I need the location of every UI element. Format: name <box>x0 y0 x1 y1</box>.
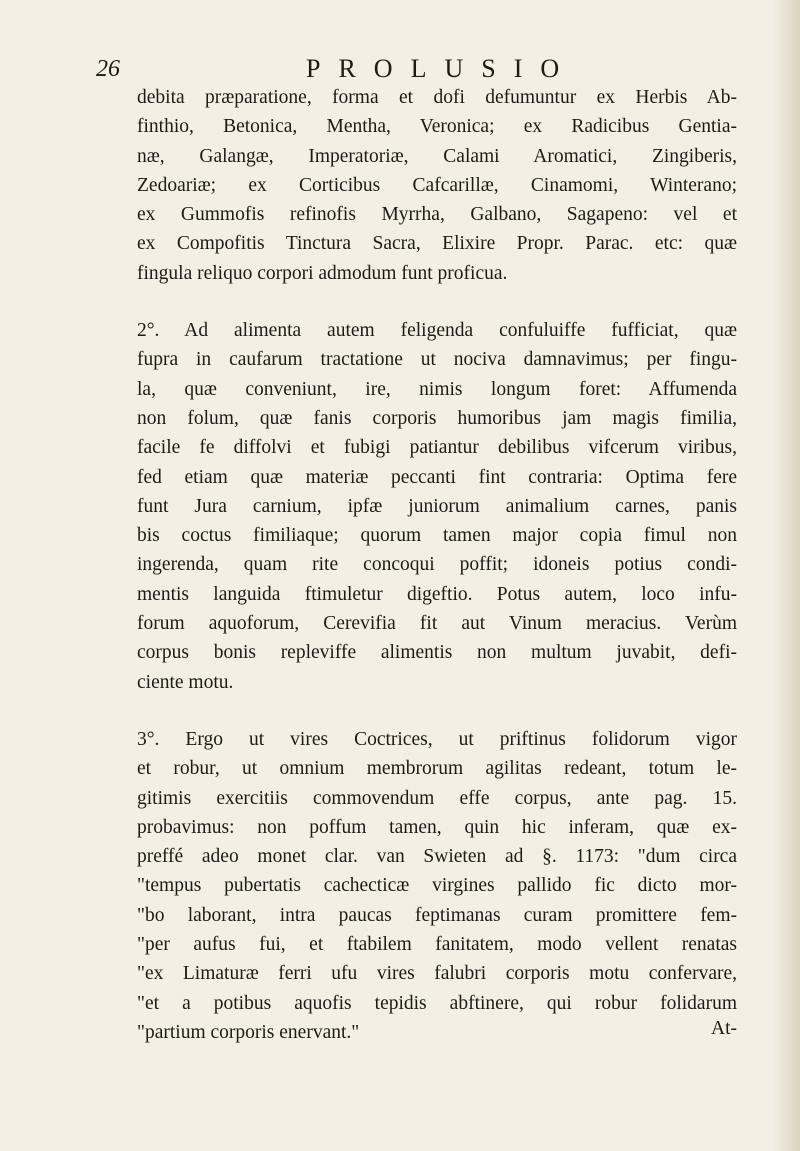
text-line: 3°. Ergo ut vires Coctrices, ut priftinus folidorum vigor <box>137 728 737 750</box>
text-line: gitimis exercitiis commovendum effe corpus, ante pag. 15. <box>137 787 737 809</box>
page-edge-shadow <box>772 0 800 1151</box>
text-line: "partium corporis enervant." <box>137 1021 360 1043</box>
text-line: mentis languida ftimuletur digeftio. Potus autem, loco infu- <box>137 583 737 605</box>
text-line: funt Jura carnium, ipfæ juniorum animalium carnes, panis <box>137 495 737 517</box>
running-title: PROLUSIO <box>306 54 578 83</box>
text-line: corpus bonis repleviffe alimentis non multum juvabit, defi- <box>137 642 737 664</box>
text-line: 2°. Ad alimenta autem feligenda confuluiffe fufficiat, quæ <box>137 320 737 342</box>
text-line: fingula reliquo corpori admodum funt proficua. <box>137 262 508 284</box>
text-line: bis coctus fimiliaque; quorum tamen major copia fimul non <box>137 525 737 547</box>
text-line: fed etiam quæ materiæ peccanti fint contraria: Optima fere <box>137 466 737 488</box>
paragraph-1 <box>137 83 737 288</box>
text-line: Zedoariæ; ex Corticibus Cafcarillæ, Cinamomi, Winterano; <box>137 174 737 196</box>
text-line: facile fe diffolvi et fubigi patiantur debilibus vifcerum viribus, <box>137 437 737 459</box>
body-text <box>137 83 737 1047</box>
text-line: ciente motu. <box>137 671 234 693</box>
text-line: "ex Limaturæ ferri ufu vires falubri corporis motu confervare, <box>137 963 737 985</box>
text-line: forum aquoforum, Cerevifia fit aut Vinum meracius. Verùm <box>137 613 737 635</box>
text-line: ingerenda, quam rite concoqui poffit; idoneis potius condi- <box>137 554 737 576</box>
text-line: debita præparatione, forma et dofi defumuntur ex Herbis Ab- <box>137 87 737 108</box>
text-line: ex Gummofis refinofis Myrrha, Galbano, Sagapeno: vel et <box>137 204 737 226</box>
text-line: preffé adeo monet clar. van Swieten ad §. 1173: "dum circa <box>137 846 737 868</box>
text-line: fupra in caufarum tractatione ut nociva damnavimus; per fingu- <box>137 349 737 371</box>
catchword: At- <box>711 1017 737 1039</box>
text-line: et robur, ut omnium membrorum agilitas redeant, totum le- <box>137 758 737 780</box>
text-line: la, quæ conveniunt, ire, nimis longum foret: Affumenda <box>137 378 737 400</box>
paragraph-3 <box>137 725 737 1047</box>
text-line: "et a potibus aquofis tepidis abftinere, qui robur folidarum <box>137 992 737 1014</box>
text-line: finthio, Betonica, Mentha, Veronica; ex Radicibus Gentia- <box>137 116 737 138</box>
text-line: ex Compofitis Tinctura Sacra, Elixire Propr. Parac. etc: quæ <box>137 233 737 255</box>
text-line: "per aufus fui, et ftabilem fanitatem, modo vellent renatas <box>137 934 737 956</box>
text-line: næ, Galangæ, Imperatoriæ, Calami Aromatici, Zingiberis, <box>137 145 737 167</box>
paragraph-2 <box>137 316 737 697</box>
page-number: 26 <box>96 56 120 82</box>
text-line: probavimus: non poffum tamen, quin hic inferam, quæ ex- <box>137 816 737 838</box>
text-line: "bo laborant, intra paucas feptimanas curam promittere fem- <box>137 904 737 926</box>
text-line: "tempus pubertatis cachecticæ virgines pallido fic dicto mor- <box>137 875 737 897</box>
text-line: non folum, quæ fanis corporis humoribus jam magis fimilia, <box>137 407 737 429</box>
